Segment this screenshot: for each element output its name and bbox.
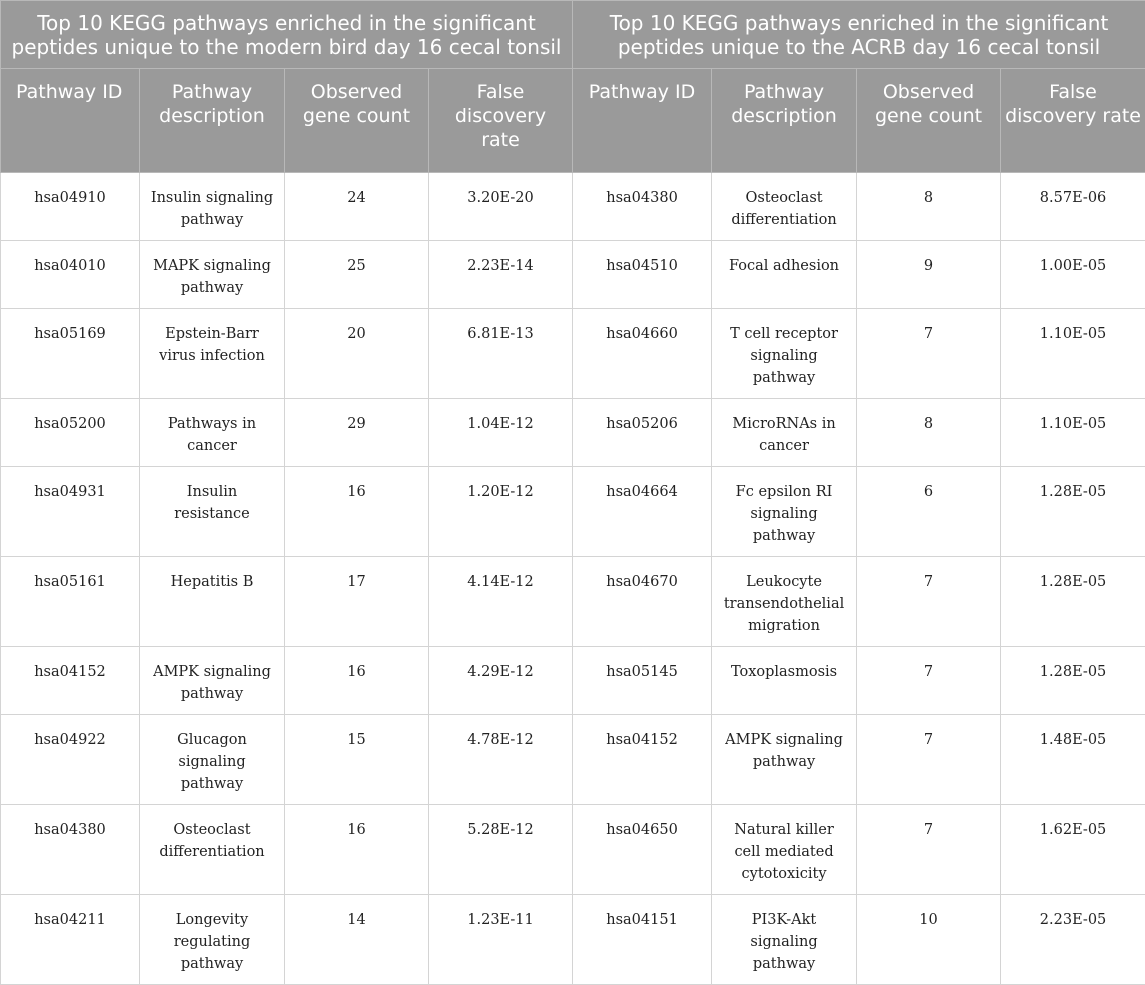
table-row [1, 399, 1145, 467]
column-header-observed-gene-count: Observed gene count [285, 69, 429, 173]
table-cell: 14 [285, 895, 429, 985]
table-cell: 8 [857, 173, 1001, 241]
table-row [1, 715, 1145, 805]
table-cell: 9 [857, 241, 1001, 309]
table-cell: hsa04380 [1, 805, 140, 895]
table-cell: 4.78E-12 [429, 715, 573, 805]
table-cell: 3.20E-20 [429, 173, 573, 241]
table-cell: Osteoclast differentiation [712, 173, 857, 241]
table-cell: hsa05145 [573, 647, 712, 715]
table-cell: Epstein-Barr virus infection [140, 309, 285, 399]
table-cell: 7 [857, 309, 1001, 399]
table-row [1, 805, 1145, 895]
table-cell: 5.28E-12 [429, 805, 573, 895]
table-cell: hsa04152 [1, 647, 140, 715]
table-cell: hsa05206 [573, 399, 712, 467]
table-cell: hsa04010 [1, 241, 140, 309]
column-header-pathway-description: Pathway description [712, 69, 857, 173]
table-cell: T cell receptor signaling pathway [712, 309, 857, 399]
column-header-pathway-description: Pathway description [140, 69, 285, 173]
group-header-modern-bird: Top 10 KEGG pathways enriched in the significant peptides unique to the modern bird day 16 cecal tonsil [1, 1, 573, 69]
table-cell: 17 [285, 557, 429, 647]
table-row [1, 895, 1145, 985]
column-header-false-discovery-rate: False discovery rate [1001, 69, 1145, 173]
table-cell: 7 [857, 647, 1001, 715]
table-cell: Leukocyte transendothelial migration [712, 557, 857, 647]
table-cell: 15 [285, 715, 429, 805]
table-cell: 1.62E-05 [1001, 805, 1145, 895]
table-cell: Insulin resistance [140, 467, 285, 557]
table-cell: hsa04650 [573, 805, 712, 895]
table-cell: hsa04664 [573, 467, 712, 557]
table-cell: Longevity regulating pathway [140, 895, 285, 985]
table-cell: hsa05200 [1, 399, 140, 467]
column-header-false-discovery-rate: False discovery rate [429, 69, 573, 173]
table-cell: 4.14E-12 [429, 557, 573, 647]
table-cell: hsa04151 [573, 895, 712, 985]
table-cell: hsa04931 [1, 467, 140, 557]
table-cell: 6 [857, 467, 1001, 557]
table-cell: Insulin signaling pathway [140, 173, 285, 241]
table-cell: 10 [857, 895, 1001, 985]
table-cell: Osteoclast differentiation [140, 805, 285, 895]
table-cell: Natural killer cell mediated cytotoxicity [712, 805, 857, 895]
table-cell: hsa04510 [573, 241, 712, 309]
table-row [1, 309, 1145, 399]
table-cell: hsa04910 [1, 173, 140, 241]
table-cell: 16 [285, 467, 429, 557]
table-cell: 1.10E-05 [1001, 399, 1145, 467]
table-cell: hsa05161 [1, 557, 140, 647]
table-cell: 2.23E-14 [429, 241, 573, 309]
table-cell: MAPK signaling pathway [140, 241, 285, 309]
table-cell: Fc epsilon RI signaling pathway [712, 467, 857, 557]
table-row [1, 467, 1145, 557]
table-cell: hsa04380 [573, 173, 712, 241]
table-cell: 1.28E-05 [1001, 467, 1145, 557]
table-cell: 4.29E-12 [429, 647, 573, 715]
table-cell: AMPK signaling pathway [712, 715, 857, 805]
table-cell: hsa04660 [573, 309, 712, 399]
table-cell: 25 [285, 241, 429, 309]
table-row [1, 241, 1145, 309]
table-cell: 1.20E-12 [429, 467, 573, 557]
column-header-pathway-id: Pathway ID [573, 69, 712, 173]
table-row [1, 557, 1145, 647]
table-cell: hsa04922 [1, 715, 140, 805]
column-header-pathway-id: Pathway ID [1, 69, 140, 173]
table-cell: hsa05169 [1, 309, 140, 399]
table-cell: 24 [285, 173, 429, 241]
table-cell: hsa04152 [573, 715, 712, 805]
table-row [1, 173, 1145, 241]
table-cell: 16 [285, 805, 429, 895]
table-cell: Glucagon signaling pathway [140, 715, 285, 805]
table-cell: Toxoplasmosis [712, 647, 857, 715]
table-cell: 6.81E-13 [429, 309, 573, 399]
table-cell: 20 [285, 309, 429, 399]
table-cell: 8 [857, 399, 1001, 467]
table-cell: 29 [285, 399, 429, 467]
table-cell: 2.23E-05 [1001, 895, 1145, 985]
table-cell: 1.10E-05 [1001, 309, 1145, 399]
table-cell: Pathways in cancer [140, 399, 285, 467]
table-cell: 16 [285, 647, 429, 715]
table-cell: 7 [857, 557, 1001, 647]
table-cell: 1.23E-11 [429, 895, 573, 985]
table-row [1, 647, 1145, 715]
table-cell: Focal adhesion [712, 241, 857, 309]
group-header-acrb: Top 10 KEGG pathways enriched in the significant peptides unique to the ACRB day 16 cecal tonsil [573, 1, 1145, 69]
table-cell: 7 [857, 805, 1001, 895]
column-header-row [1, 69, 1145, 173]
table-cell: 1.28E-05 [1001, 647, 1145, 715]
table-cell: hsa04670 [573, 557, 712, 647]
table-cell: 8.57E-06 [1001, 173, 1145, 241]
table-cell: 1.28E-05 [1001, 557, 1145, 647]
table-cell: 7 [857, 715, 1001, 805]
group-header-row [1, 1, 1145, 69]
table-cell: Hepatitis B [140, 557, 285, 647]
table-cell: 1.00E-05 [1001, 241, 1145, 309]
column-header-observed-gene-count: Observed gene count [857, 69, 1001, 173]
table-cell: AMPK signaling pathway [140, 647, 285, 715]
table-cell: 1.48E-05 [1001, 715, 1145, 805]
table-cell: hsa04211 [1, 895, 140, 985]
table-cell: PI3K-Akt signaling pathway [712, 895, 857, 985]
table-cell: 1.04E-12 [429, 399, 573, 467]
table-cell: MicroRNAs in cancer [712, 399, 857, 467]
